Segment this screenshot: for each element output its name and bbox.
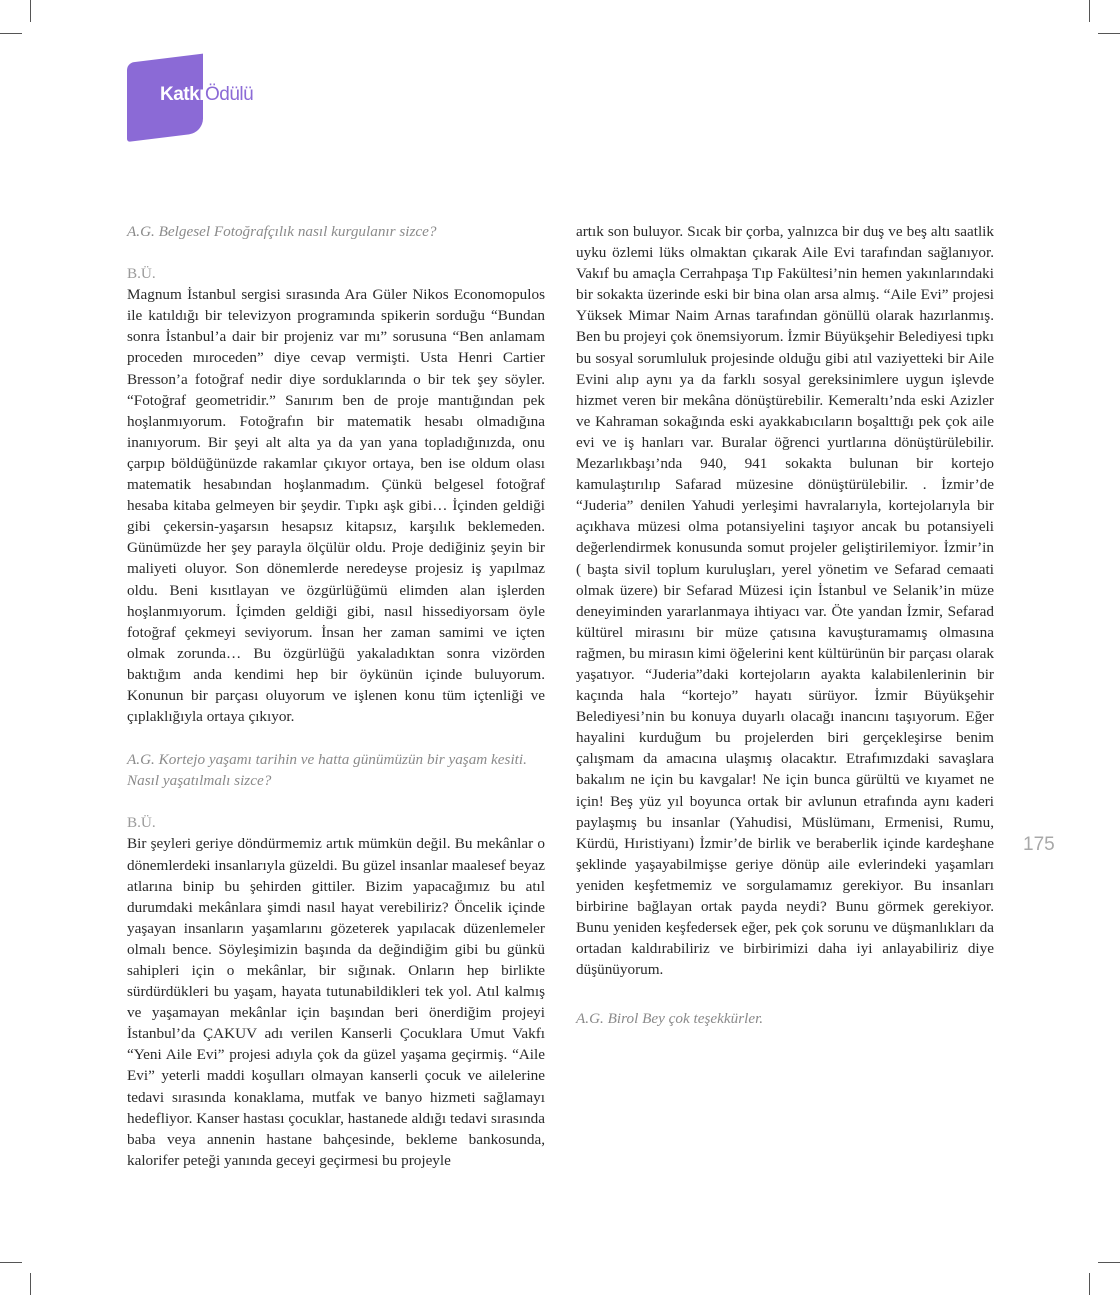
crop-mark-top-right-vertical [1089,0,1090,22]
section-title: Ödülü [205,84,254,105]
page-number: 175 [1023,834,1055,855]
speaker-label-1: B.Ü. [127,265,156,283]
closing-remark: A.G. Birol Bey çok teşekkürler. [576,1010,764,1028]
question-1: A.G. Belgesel Fotoğrafçılık nasıl kurgulanır sizce? [127,223,437,240]
crop-mark-top-left-vertical [30,0,31,22]
crop-mark-bottom-right-horizontal [1098,1262,1120,1263]
section-badge-label: Katkı [160,84,204,105]
crop-mark-top-left-horizontal [0,33,22,34]
crop-mark-bottom-left-horizontal [0,1262,22,1263]
crop-mark-bottom-left-vertical [30,1273,31,1295]
answer-2: Bir şeyleri geriye döndürmemiz artık mümkün değil. Bu mekânlar o dönemlerdeki insanlarıyla güzeldi. Bu güzel insanlar maalesef beyaz atlarına binip bu şehirden gittiler. Bizim yapacağımız bu atıl durumdaki mekânlara şimdi nasıl hayat verebiliriz? Öncelik içinde yaşayan insanların yaşamlarını gözeterek yapılacak düzenlemeler olmalı bence. Söyleşimizin başında da değindiğim gibi bu günkü sahipleri için o mekânlar, bir sığınak. Onların hep birlikte sürdürdükleri bu yaşam, hayata tutunabildikleri tek yol. Atıl kalmış ve yaşamayan mekânlar için başından beri önerdiğim projeyi İstanbul’da ÇAKUV adı verilen Kanserli Çocuklara Umut Vakfı “Yeni Aile Evi” projesi adıyla çok da güzel yaşama geçirmiş. “Aile Evi” yeterli maddi koşulları olmayan kanserli çocuk ve ailelerine tedavi sırasında konaklama, mutfak ve banyo hizmeti sağlamayı hedefliyor. Kanser hastası çocuklar, hastanede aldığı tedavi sırasında baba veya annenin hastane bahçesinde, bekleme bankosunda, kalorifer peteği yanında geceyi geçirmesi bu projeyle [127,835,545,1169]
question-2: A.G. Kortejo yaşamı tarihin ve hatta günümüzün bir yaşam kesiti. Nasıl yaşatılmalı sizce? [127,751,527,790]
crop-mark-top-right-horizontal [1098,33,1120,34]
left-column [127,221,545,1171]
right-column [576,221,994,1029]
answer-1: Magnum İstanbul sergisi sırasında Ara Güler Nikos Economopulos ile katıldığı bir televizyon programında spikerin sorduğu “Bundan sonra İstanbul’a dair bir projeniz var mı” sorusuna “Ben anlamam proceden mıroceden” diye cevap vermişti. Usta Henri Cartier Bresson’a fotoğraf nedir diye sorduklarında o bir tek şey söyler. “Fotoğraf geometridir.” Sanırım ben de proje mantığından pek hoşlanmıyorum. Fotoğrafın bir matematik hesabı olmadığına inanıyorum. Bir şeyi alt alta ya da yan yana topladığınızda, onu çarpıp böldüğünüzde rakamlar çıkıyor ortaya, ben ise oldum olası matematik hesabından hoşlanmadım. Çünkü belgesel fotoğraf hesaba kitaba gelmeyen bir şeydir. Tıpkı aşk gibi… İçinden geldiği gibi çekersin-yaşarsın hesapsız kitapsız, karşılık beklemeden. Günümüzde her şey parayla ölçülür oldu. Proje dediğiniz şeyin bir maliyeti oluyor. Son dönemlerde neredeyse projesiz iş yapılmaz oldu. Beni kısıtlayan ve özgürlüğümü elimden alan işlerden hoşlanmıyorum. İçimden geldiği gibi, nasıl hissediyorsam öyle fotoğraf çekmeyi seviyorum. İnsan her zaman samimi ve içten olmak zorunda… Bu özgürlüğü yakaladıktan sonra vizörden baktığım anda kendimi hep bir öykünün içinde buluyorum. Konunun bir parçası oluyorum ve işlenen konu tüm içtenliği ve çıplaklığıyla ortaya çıkıyor. [127,286,545,726]
speaker-label-2: B.Ü. [127,814,156,832]
answer-2-continued: artık son buluyor. Sıcak bir çorba, yalnızca bir duş ve beş altı saatlik uyku özlemi lüks olmaktan çıkarak Aile Evi tarafından sağlanıyor. Vakıf bu amaçla Cerrahpaşa Tıp Fakültesi’nin hemen yakınlarındaki bir sokakta üzerinde eski bir bina olan arsa almış. “Aile Evi” projesi Yüksek Mimar Naim Arnas tarafından gönüllü olarak hazırlanmış. Ben bu projeyi çok önemsiyorum. İzmir Büyükşehir Belediyesi tıpkı bu sosyal sorumluluk projesinde olduğu gibi atıl vaziyetteki bir Aile Evini alıp aynı ya da farklı sosyal gereksinimlere uygun işlevde hizmet veren bir mekâna dönüştürebilir. Kemeraltı’nda eski Azizler ve Kahraman sokağında eski ayakkabıcıların boşalttığı pek çok aile evi ve iş hanları var. Buralar öğrenci yurtlarına dönüştürülebilir. Mezarlıkbaşı’nda 940, 941 sokakta bulunan bir kortejo kamulaştırılıp Safarad müzesine dönüştürülebilir. . İzmir’de “Juderia” denilen Yahudi yerleşimi havralarıyla, kortejolarıyla bir açıkhava müzesi olma potansiyelini taşıyor ancak bu potansiyeli değerlendirmek konusunda somut projeler geliştirilemiyor. İzmir’in ( başta sivil toplum kuruluşları, yerel yönetim ve Sefarad cemaati olmak üzere) bir Sefarad Müzesi için İstanbul ve Selanik’in müze deneyiminden yararlanmaya ihtiyacı var. Öte yandan İzmir, Sefarad kültürel mirasını bir müze çatısına kavuşturamamış olmasına rağmen, bu mirasın kimi öğelerini kent kültürünün bir parçası olarak yaşatıyor. “Juderia”daki kortejoların ayakta kalabilenlerinin bir kaçında hala “kortejo” hayatı sürüyor. İzmir Büyükşehir Belediyesi’nin bu konuya duyarlı olacağı inancını taşıyorum. Eğer hayalini kurduğum bu projelerden biri gerçekleşirse benim çalışmam da amacına ulaşmış olacaktır. Etrafımızdaki savaşlara bakalım ne için bu kavgalar! Ne için bunca gürültü ve kıyamet ne için! Beş yüz yıl boyunca ortak bir avlunun etrafında aynı kaderi paylaşmış bu insanlar (Yahudisi, Müslümanı, Ermenisi, Rumu, Kürdü, Hıristiyanı) İzmir’de birlik ve beraberlik içinde kardeşhane şeklinde yaşayabilmişse geriye dönüp aile evlerindeki yaşamları yeniden keşfetmemiz ve sorgulamamız gerekiyor. Bu insanları birbirine bağlayan ortak payda neydi? Bunu görmek gerekiyor. Bunu yeniden keşfedersek eğer, pek çok sorunu ve düşmanlıkları da ortadan kaldırabiliriz ve birbirimizi daha iyi anlayabiliriz diye düşünüyorum. [576,223,994,979]
crop-mark-bottom-right-vertical [1089,1273,1090,1295]
